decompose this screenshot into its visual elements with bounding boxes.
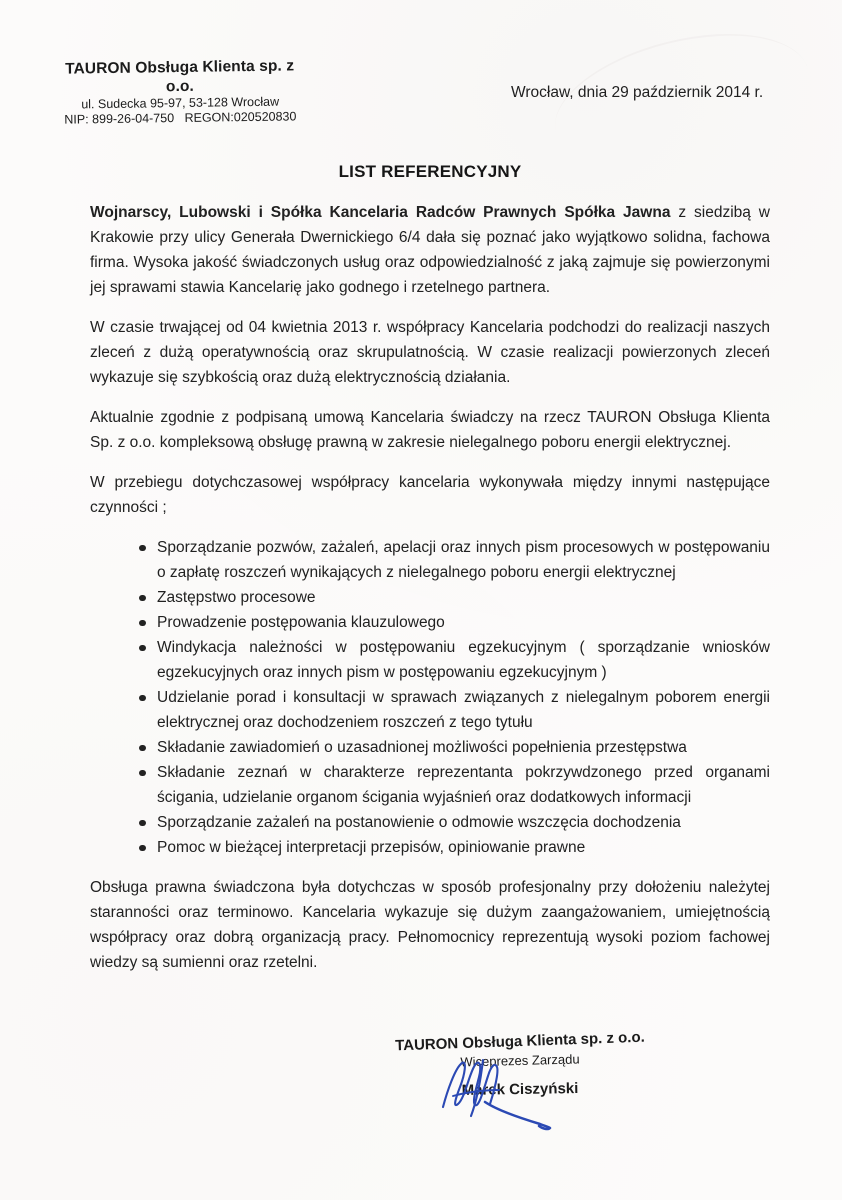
signature-role: Wiceprezes Zarządu — [460, 1051, 580, 1070]
activity-item: Windykacja należności w postępowaniu egzekucyjnym ( sporządzanie wniosków egzekucyjnych oraz innych pism w postępowaniu egzekucyjnym ) — [90, 635, 770, 685]
activities-list — [90, 535, 770, 860]
activity-item: Udzielanie porad i konsultacji w sprawach związanych z nielegalnym poborem energii elektrycznej oraz dochodzeniem roszczeń z tego tytułu — [90, 685, 770, 735]
paragraph-cooperation: W czasie trwającej od 04 kwietnia 2013 r. współpracy Kancelaria podchodzi do realizacji naszych zleceń z dużą operatywnością oraz skrupulatnością. W czasie realizacji powierzonych zleceń wykazuje się szybkością oraz dużą elektrycznością działania. — [90, 319, 770, 386]
paragraph-closing: Obsługa prawna świadczona była dotychczas w sposób profesjonalny przy dołożeniu należytej staranności oraz terminowo. Kancelaria wykazuje się dużym zaangażowaniem, umiejętnością współpracy oraz dobrą organizacją pracy. Pełnomocnicy reprezentują wysoki poziom fachowej wiedzy są sumienni oraz rzetelni. — [90, 879, 770, 971]
law-firm-name: Wojnarscy, Lubowski i Spółka Kancelaria Radców Prawnych Spółka Jawna — [90, 204, 671, 221]
document-title: LIST REFERENCYJNY — [338, 162, 522, 181]
signature-name: Marek Ciszyński — [461, 1079, 579, 1100]
activity-item: Pomoc w bieżącej interpretacji przepisów, opiniowanie prawne — [90, 835, 770, 860]
activity-item: Zastępstwo procesowe — [90, 585, 770, 610]
activity-item: Prowadzenie postępowania klauzulowego — [90, 610, 770, 635]
stamp-address: ul. Sudecka 95-97, 53-128 Wrocław — [81, 94, 280, 112]
paragraph-current-contract: Aktualnie zgodnie z podpisaną umową Kancelaria świadczy na rzecz TAURON Obsługa Klienta Sp. z o.o. kompleksową obsługę prawną w zakresie nielegalnego poboru energii elektrycznej. — [90, 409, 770, 451]
stamp-nip-regon: NIP: 899-26-04-750 REGON:020520830 — [64, 109, 297, 127]
company-stamp — [50, 56, 311, 128]
activity-item: Sporządzanie zażaleń na postanowienie o odmowie wszczęcia dochodzenia — [90, 810, 770, 835]
signature-block — [394, 1028, 646, 1100]
signature-company: TAURON Obsługa Klienta sp. z o.o. — [394, 1028, 646, 1055]
paragraph-intro — [90, 200, 770, 300]
letter-body — [90, 200, 770, 975]
dateline: Wrocław, dnia 29 październik 2014 r. — [511, 84, 764, 101]
stamp-company-name: TAURON Obsługa Klienta sp. z o.o. — [65, 57, 295, 96]
activity-item: Składanie zeznań w charakterze reprezentanta pokrzywdzonego przed organami ścigania, udzielanie organom ścigania wyjaśnień oraz dodatkowych informacji — [90, 760, 770, 810]
activity-item: Sporządzanie pozwów, zażaleń, apelacji oraz innych pism procesowych w postępowaniu o zapłatę roszczeń wynikających z nielegalnego poboru energii elektrycznej — [90, 535, 770, 585]
paragraph-activities-intro: W przebiegu dotychczasowej współpracy kancelaria wykonywała między innymi następujące czynności ; — [90, 474, 770, 516]
paragraph-intro-rest: z siedzibą w Krakowie przy ulicy Generała Dwernickiego 6/4 dała się poznać jako wyjątkowo solidna, fachowa firma. Wysoka jakość świadczonych usług oraz odpowiedzialność z jaką zajmuje się powierzonymi jej sprawami stawia Kancelarię jako godnego i rzetelnego partnera. — [90, 204, 770, 296]
activity-item: Składanie zawiadomień o uzasadnionej możliwości popełnienia przestępstwa — [90, 735, 770, 760]
